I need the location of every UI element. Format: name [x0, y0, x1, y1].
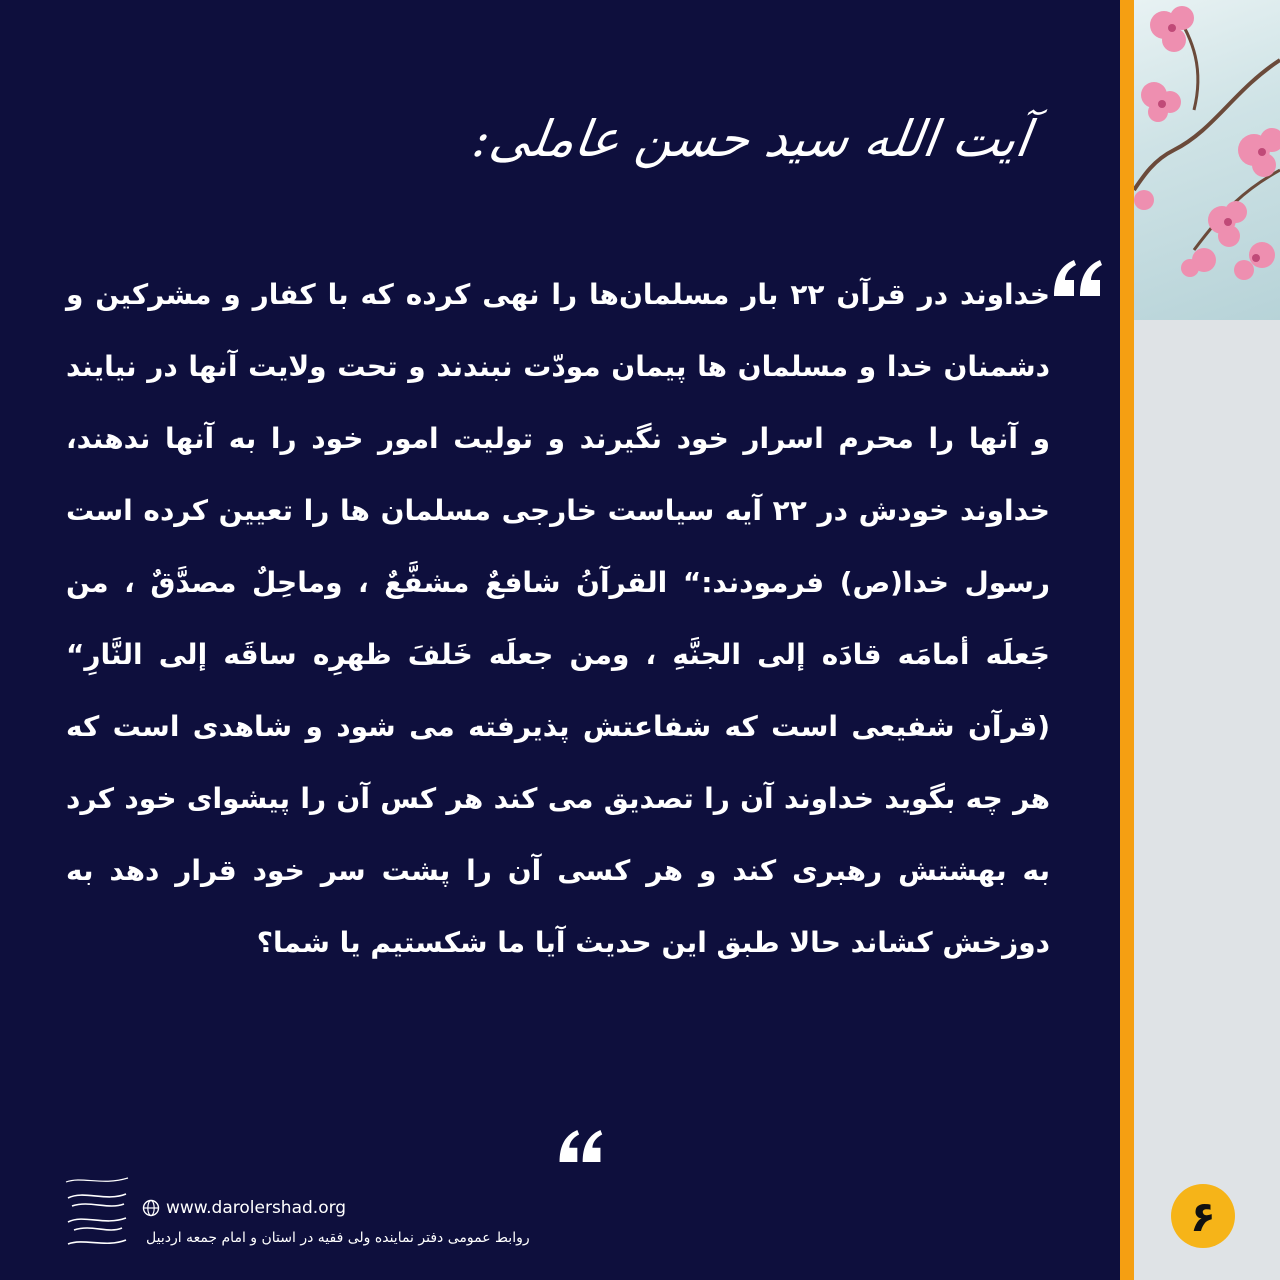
- website-url[interactable]: www.darolershad.org: [166, 1198, 347, 1218]
- blossom-illustration: [1134, 0, 1280, 320]
- page-title: آیت الله سید حسن عاملی:: [469, 110, 1035, 168]
- close-quote-icon: [556, 1128, 604, 1164]
- footer-caption: روابط عمومی دفتر نماینده ولی فقیه در استان و امام جمعه اردبیل: [146, 1230, 530, 1246]
- side-panel: [1134, 0, 1280, 1280]
- page-number-badge: ۶: [1171, 1184, 1235, 1248]
- website-link[interactable]: [142, 1198, 346, 1218]
- accent-bar: [1120, 0, 1134, 1280]
- globe-icon: [142, 1199, 160, 1217]
- calligraphy-logo: [62, 1168, 132, 1254]
- quote-text: خداوند در قرآن ۲۲ بار مسلمان‌ها را نهی کرده که با کفار و مشرکین و دشمنان خدا و مسلمان ها پیمان مودّت نبندند و تحت ولایت آنها در نیایند و آنها را محرم اسرار خود نگیرند و تولیت امور خود را به آنها ندهند، خداوند خودش در ۲۲ آیه سیاست خارجی مسلمان ها را تعیین کرده است رسول خدا(ص) فرمودند:“ القرآنُ شافعٌ مشفَّعٌ ، وماحِلٌ مصدَّقٌ ، من جَعلَه أمامَه قادَه إلی الجنَّهِ ، ومن جعلَه خَلفَ ظهرِه ساقَه إلی النَّارِ“ (قرآن شفیعی است که شفاعتش پذیرفته می شود و شاهدی است که هر چه بگوید خداوند آن را تصدیق می کند هر کس آن را پیشوای خود کرد به بهشتش رهبری کند و هر کسی آن را پشت سر خود قرار دهد به دوزخش کشاند حالا طبق این حدیث آیا ما شکستیم یا شما؟: [66, 278, 1050, 959]
- blossom-image: [1134, 0, 1280, 320]
- open-quote-icon: [1050, 258, 1104, 298]
